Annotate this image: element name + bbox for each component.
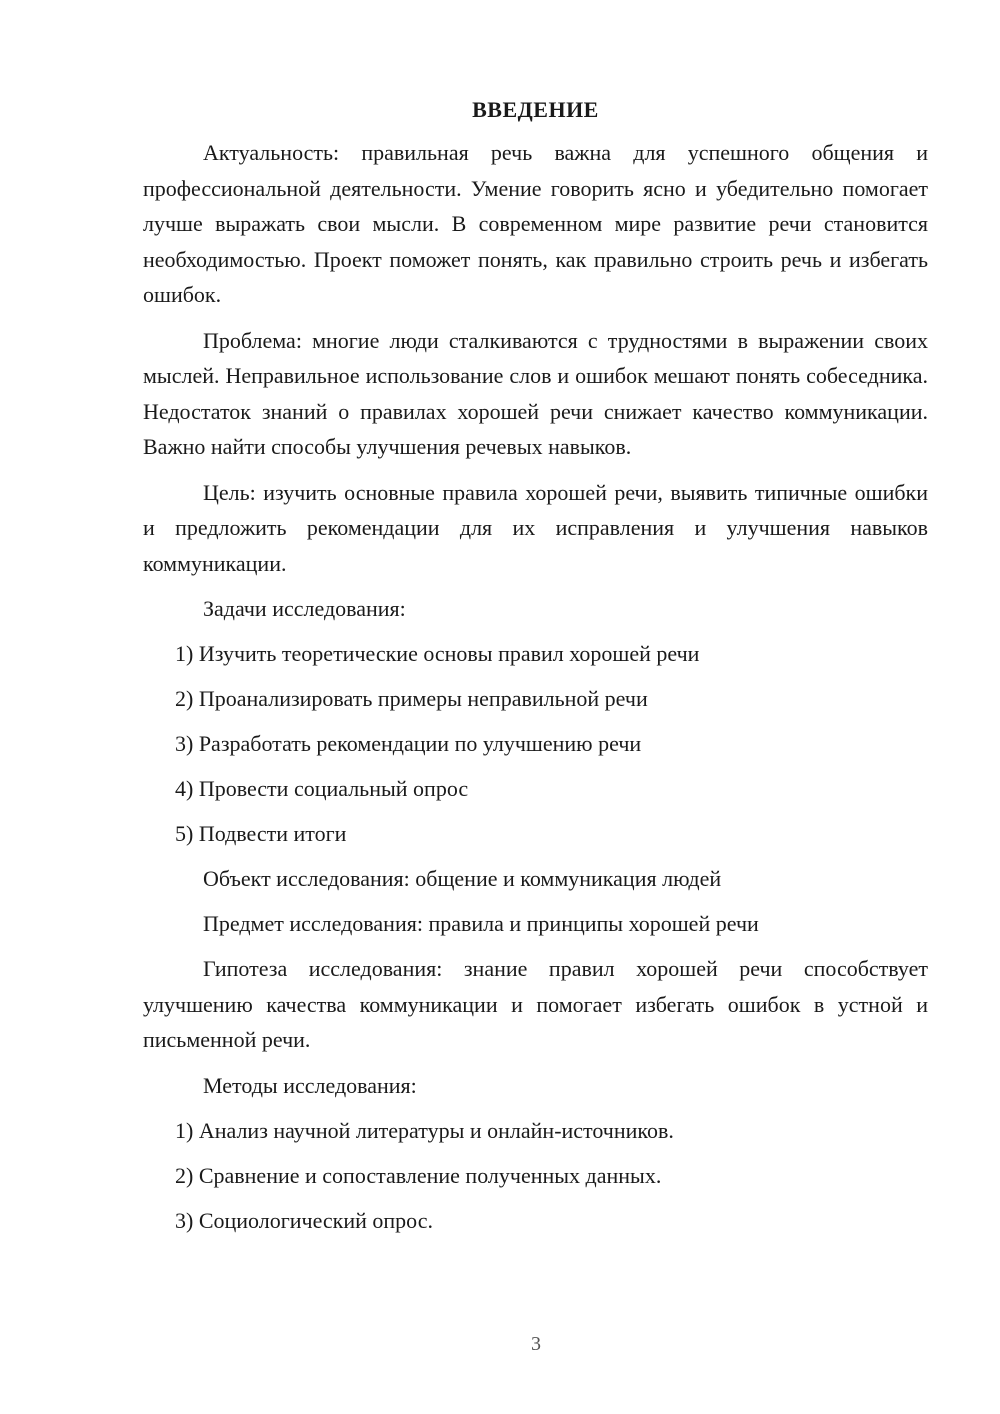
task-item: 2) Проанализировать примеры неправильной речи xyxy=(175,686,648,711)
hypothesis-paragraph: Гипотеза исследования: знание правил хорошей речи способствует улучшению качества коммуникации и помогает избегать ошибок в устной и письменной речи. xyxy=(143,956,928,1052)
relevance-paragraph: Актуальность: правильная речь важна для успешного общения и профессиональной деятельности. Умение говорить ясно и убедительно помогает лучше выражать свои мысли. В современном мире развитие речи становится необходимостью. Проект поможет понять, как правильно строить речь и избегать ошибок. xyxy=(143,140,928,307)
goal-paragraph: Цель: изучить основные правила хорошей речи, выявить типичные ошибки и предложить рекомендации для их исправления и улучшения навыков коммуникации. xyxy=(143,479,928,576)
object-line: Объект исследования: общение и коммуникация людей xyxy=(203,866,722,891)
methods-heading: Методы исследования: xyxy=(203,1072,417,1098)
problem-paragraph: Проблема: многие люди сталкиваются с трудностями в выражении своих мыслей. Неправильное использование слов и ошибок мешают понять собеседника. Недостаток знаний о правилах хорошей речи снижает качество коммуникации. Важно найти способы улучшения речевых навыков. xyxy=(143,327,928,459)
task-item: 4) Провести социальный опрос xyxy=(175,776,469,801)
method-item: 2) Сравнение и сопоставление полученных данных. xyxy=(175,1162,662,1188)
method-item: 1) Анализ научной литературы и онлайн-источников. xyxy=(175,1117,674,1143)
subject-line: Предмет исследования: правила и принципы хорошей речи xyxy=(203,911,759,936)
tasks-heading: Задачи исследования: xyxy=(203,596,406,621)
task-item: 3) Разработать рекомендации по улучшению речи xyxy=(175,731,642,756)
task-item: 1) Изучить теоретические основы правил хорошей речи xyxy=(175,641,700,666)
page-content xyxy=(143,95,928,1248)
method-item: 3) Социологический опрос. xyxy=(175,1207,433,1233)
task-item: 5) Подвести итоги xyxy=(175,821,347,846)
page-number: 3 xyxy=(531,1333,541,1355)
page-title: ВВЕДЕНИЕ xyxy=(472,97,599,122)
